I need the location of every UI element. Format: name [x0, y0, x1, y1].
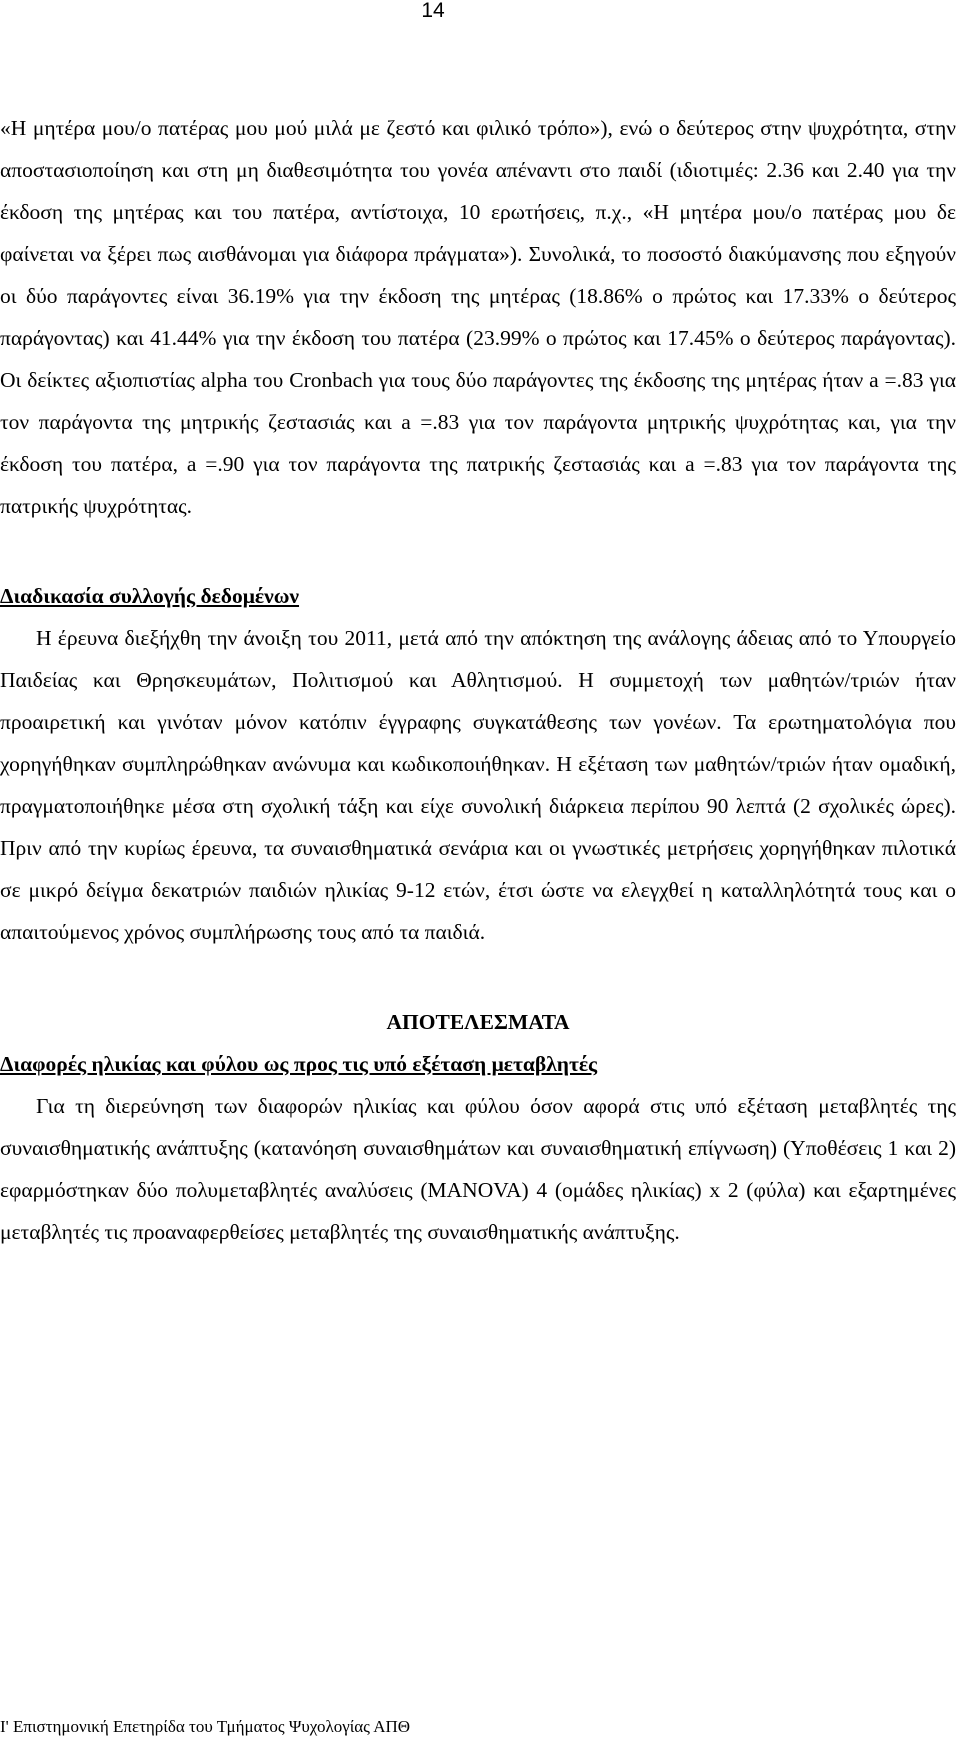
age-gender-heading: Διαφορές ηλικίας και φύλου ως προς τις υπό εξέταση μεταβλητές [0, 1052, 598, 1076]
page-number: 14 [421, 0, 445, 22]
spacer [0, 527, 956, 575]
age-gender-paragraph: Για τη διερεύνηση των διαφορών ηλικίας και φύλου όσον αφορά στις υπό εξέταση μεταβλητές της συναισθηματικής ανάπτυξης (κατανόηση συναισθημάτων και συναισθηματική επίγνωση) (Υποθέσεις 1 και 2) εφαρμόστηκαν δύο πολυμεταβλητές αναλύσεις (MANOVA) 4 (ομάδες ηλικίας) x 2 (φύλα) και εξαρτημένες μεταβλητές τις προαναφερθείσες μεταβλητές της συναισθηματικής ανάπτυξης. [0, 1094, 956, 1244]
procedure-paragraph: Η έρευνα διεξήχθη την άνοιξη του 2011, μετά από την απόκτηση της ανάλογης άδειας από το Υπουργείο Παιδείας και Θρησκευμάτων, Πολιτισμού και Αθλητισμού. Η συμμετοχή των μαθητών/τριών ήταν προαιρετική και γινόταν μόνον κατόπιν έγγραφης συγκατάθεσης των γονέων. Τα ερωτηματολόγια που χορηγήθηκαν συμπληρώθηκαν ανώνυμα και κωδικοποιήθηκαν. Η εξέταση των μαθητών/τριών ήταν ομαδική, πραγματοποιήθηκε μέσα στη σχολική τάξη και είχε συνολική διάρκεια περίπου 90 λεπτά (2 σχολικές ώρες). Πριν από την κυρίως έρευνα, τα συναισθηματικά σενάρια και οι γνωστικές μετρήσεις χορηγήθηκαν πιλοτικά σε μικρό δείγμα δεκατριών παιδιών ηλικίας 9-12 ετών, έτσι ώστε να ελεγχθεί η καταλληλότητά τους και ο απαιτούμενος χρόνος συμπλήρωσης τους από τα παιδιά. [0, 626, 956, 944]
page-footer: Ι' Επιστημονική Επετηρίδα του Τμήματος Ψυχολογίας ΑΠΘ [0, 1715, 960, 1739]
results-heading: ΑΠΟΤΕΛΕΣΜΑΤΑ [386, 1010, 570, 1034]
spacer [0, 953, 956, 1001]
intro-paragraph: «Η μητέρα μου/ο πατέρας μου μού μιλά με ζεστό και φιλικό τρόπο»), ενώ ο δεύτερος στην ψυχρότητα, στην αποστασιοποίηση και στη μη διαθεσιμότητα του γονέα απέναντι στο παιδί (ιδιοτιμές: 2.36 και 2.40 για την έκδοση της μητέρας και του πατέρα, αντίστοιχα, 10 ερωτήσεις, π.χ., «Η μητέρα μου/ο πατέρας μου δε φαίνεται να ξέρει πως αισθάνομαι για διάφορα πράγματα»). Συνολικά, το ποσοστό διακύμανσης που εξηγούν οι δύο παράγοντες είναι 36.19% για την έκδοση της μητέρας (18.86% ο πρώτος και 17.33% ο δεύτερος παράγοντας) και 41.44% για την έκδοση του πατέρα (23.99% ο πρώτος και 17.45% ο δεύτερος παράγοντας). Οι δείκτες αξιοπιστίας alpha του Cronbach για τους δύο παράγοντες της έκδοσης της μητέρας ήταν a =.83 για τον παράγοντα της μητρικής ζεστασιάς και a =.83 για τον παράγοντα μητρικής ψυχρότητας και, για την έκδοση του πατέρα, a =.90 για τον παράγοντα της πατρικής ζεστασιάς και a =.83 για τον παράγοντα της πατρικής ψυχρότητας. [0, 116, 956, 518]
procedure-heading: Διαδικασία συλλογής δεδομένων [0, 584, 300, 608]
document-body [0, 107, 956, 1253]
